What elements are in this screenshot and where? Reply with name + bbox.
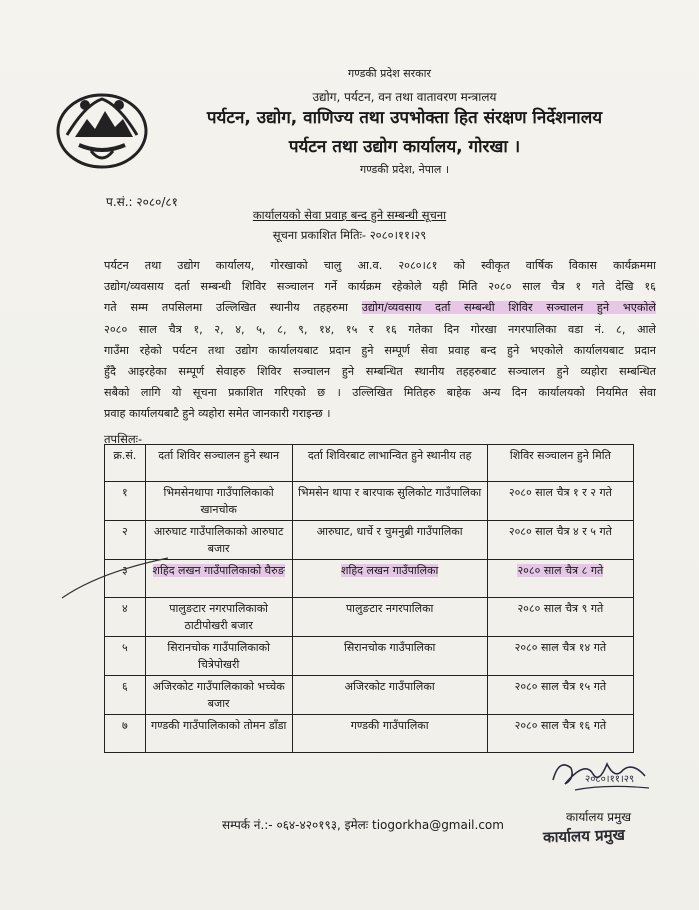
cell-beneficiary: गण्डकी गाउँपालिका: [292, 715, 487, 753]
header-office: पर्यटन तथा उद्योग कार्यालय, गोरखा ।: [288, 137, 521, 157]
body-line: पर्यटन तथा उद्योग कार्यालय, गोरखाको चालु आ.व. २०८०।८१ को स्वीकृत वार्षिक विकास कार्यक्रममा: [104, 259, 656, 272]
cell-date: २०८० साल चैत्र ९ गते: [487, 598, 633, 637]
signature-date: २०८०।११।२९: [585, 774, 635, 785]
cell-place: सिरानचोक गाउँपालिकाको चित्रेपोखरी: [145, 637, 292, 676]
cell-date: २०८० साल चैत्र १६ गते: [487, 715, 633, 753]
camp-schedule-table: [104, 444, 634, 753]
cell-beneficiary: पालुङटार नगरपालिका: [292, 598, 487, 637]
details-label: तपसिलः-: [104, 432, 143, 446]
table-row: [105, 715, 634, 753]
cell-sn: ७: [105, 715, 146, 753]
table-row: [105, 560, 634, 598]
cell-beneficiary: सिरानचोक गाउँपालिका: [292, 637, 487, 676]
body-line: २०८० साल चैत्र १, २, ४, ५, ८, ९, १४, १५ र १६ गतेका दिन गोरखा नगरपालिका वडा नं. ८, आले: [104, 322, 656, 336]
body-line: गते सम्म तपसिलमा उल्लिखित स्थानीय तहहरुमा उद्योग/व्यवसाय दर्ता सम्बन्धी शिविर सञ्चालन हुने भएकोले: [104, 301, 656, 315]
header-place: दर्ता शिविर सञ्चालन हुने स्थान: [145, 445, 292, 482]
header-location: गण्डकी प्रदेश, नेपाल ।: [360, 163, 449, 176]
body-line: सबैको लागि यो सूचना प्रकाशित गरिएको छ । उल्लिखित मितिहरु बाहेक अन्य दिन कार्यालयको नियमित सेवा: [104, 386, 656, 400]
cell-sn: ६: [105, 676, 146, 715]
cell-date: २०८० साल चैत्र १५ गते: [487, 676, 633, 715]
table-row: [105, 637, 634, 676]
cell-sn: ४: [105, 598, 146, 637]
body-line: प्रवाह कार्यालयबाटै हुने व्यहोरा समेत जानकारी गराइन्छ ।: [104, 407, 331, 421]
contact-info: सम्पर्क नं.:- ०६४-४२०१९३, इमेलः tiogorkha@gmail.com: [222, 818, 504, 832]
highlighted-text: २०८० साल चैत्र ८ गते: [517, 564, 604, 577]
pen-mark-icon: [60, 552, 170, 602]
table-row: [105, 676, 634, 715]
cell-date: २०८० साल चैत्र ४ र ५ गते: [487, 521, 633, 560]
publish-date: सूचना प्रकाशित मितिः- २०८०।११।२९: [272, 228, 427, 242]
cell-place: भिमसेनथापा गाउँपालिकाको खानचोक: [145, 482, 292, 521]
cell-date: २०८० साल चैत्र १ र २ गते: [487, 482, 633, 521]
cell-date: [487, 560, 633, 598]
office-chief-stamp: कार्यालय प्रमुख: [542, 825, 626, 847]
header-date: शिविर सञ्चालन हुने मिति: [487, 445, 633, 482]
highlighted-text: शहिद लखन गाउँपालिकाको घैरुङ: [152, 564, 285, 577]
header-sn: क्र.सं.: [105, 445, 146, 482]
highlighted-text: उद्योग/व्यवसाय दर्ता सम्बन्धी शिविर सञ्चालन हुने भएकोले: [361, 301, 656, 315]
cell-place: पालुङटार नगरपालिकाको ठाटीपोखरी बजार: [145, 598, 292, 637]
header-directorate: पर्यटन, उद्योग, वाणिज्य तथा उपभोक्ता हित संरक्षण निर्देशनालय: [206, 108, 603, 128]
table-row: [105, 521, 634, 560]
body-line: गाउँमा रहेको पर्यटन तथा उद्योग कार्यालयबाट प्रदान हुने सम्पूर्ण सेवा प्रवाह बन्द हुने भएकोले कार्यालयबाट प्रदान: [104, 343, 656, 357]
signature-icon: [545, 750, 655, 800]
body-line: हुँदै आइरहेका सम्पूर्ण सेवाहरु शिविर सञ्चालन हुने सम्बन्धित स्थानीय तहहरुबाट सञ्चालन हुने व्यहोरा सम्बन्धित: [104, 365, 656, 379]
cell-beneficiary: अजिरकोट गाउँपालिका: [292, 676, 487, 715]
cell-date: २०८० साल चैत्र १४ गते: [487, 637, 633, 676]
nepal-emblem-icon: [55, 85, 150, 170]
cell-sn: ५: [105, 637, 146, 676]
header-province-government: गण्डकी प्रदेश सरकार: [348, 67, 431, 80]
table-header-row: [105, 445, 634, 482]
cell-sn: ३: [105, 560, 146, 598]
table-row: [105, 482, 634, 521]
office-chief-label: कार्यालय प्रमुख: [566, 810, 632, 824]
cell-sn: १: [105, 482, 146, 521]
cell-place: अजिरकोट गाउँपालिकाको भच्चेक बजार: [145, 676, 292, 715]
highlighted-text: शहिद लखन गाउँपालिका: [341, 564, 439, 577]
cell-place: गण्डकी गाउँपालिकाको तोमन डाँडा: [145, 715, 292, 753]
table-row: [105, 598, 634, 637]
cell-beneficiary: भिमसेन थापा र बारपाक सुलिकोट गाउँपालिका: [292, 482, 487, 521]
cell-sn: २: [105, 521, 146, 560]
cell-beneficiary: [292, 560, 487, 598]
cell-place: आरुघाट गाउँपालिकाको आरुघाट बजार: [145, 521, 292, 560]
notice-body: [104, 255, 656, 425]
header-ministry: उद्योग, पर्यटन, वन तथा वातावरण मन्त्रालय: [312, 90, 497, 104]
body-line: उद्योग/व्यवसाय दर्ता सम्बन्धी शिविर सञ्चालन गर्ने कार्यक्रम रहेकोले यही मिति २०८० साल चैत्र १ गते देखि १६: [104, 280, 656, 294]
cell-beneficiary: आरुघाट, धार्चे र चुमनुब्री गाउँपालिका: [292, 521, 487, 560]
notice-subject: कार्यालयको सेवा प्रवाह बन्द हुने सम्बन्धी सूचना: [252, 208, 447, 222]
reference-number: प.सं.: २०८०/८१: [106, 195, 178, 209]
header-beneficiary: दर्ता शिविरबाट लाभान्वित हुने स्थानीय तह: [292, 445, 487, 482]
